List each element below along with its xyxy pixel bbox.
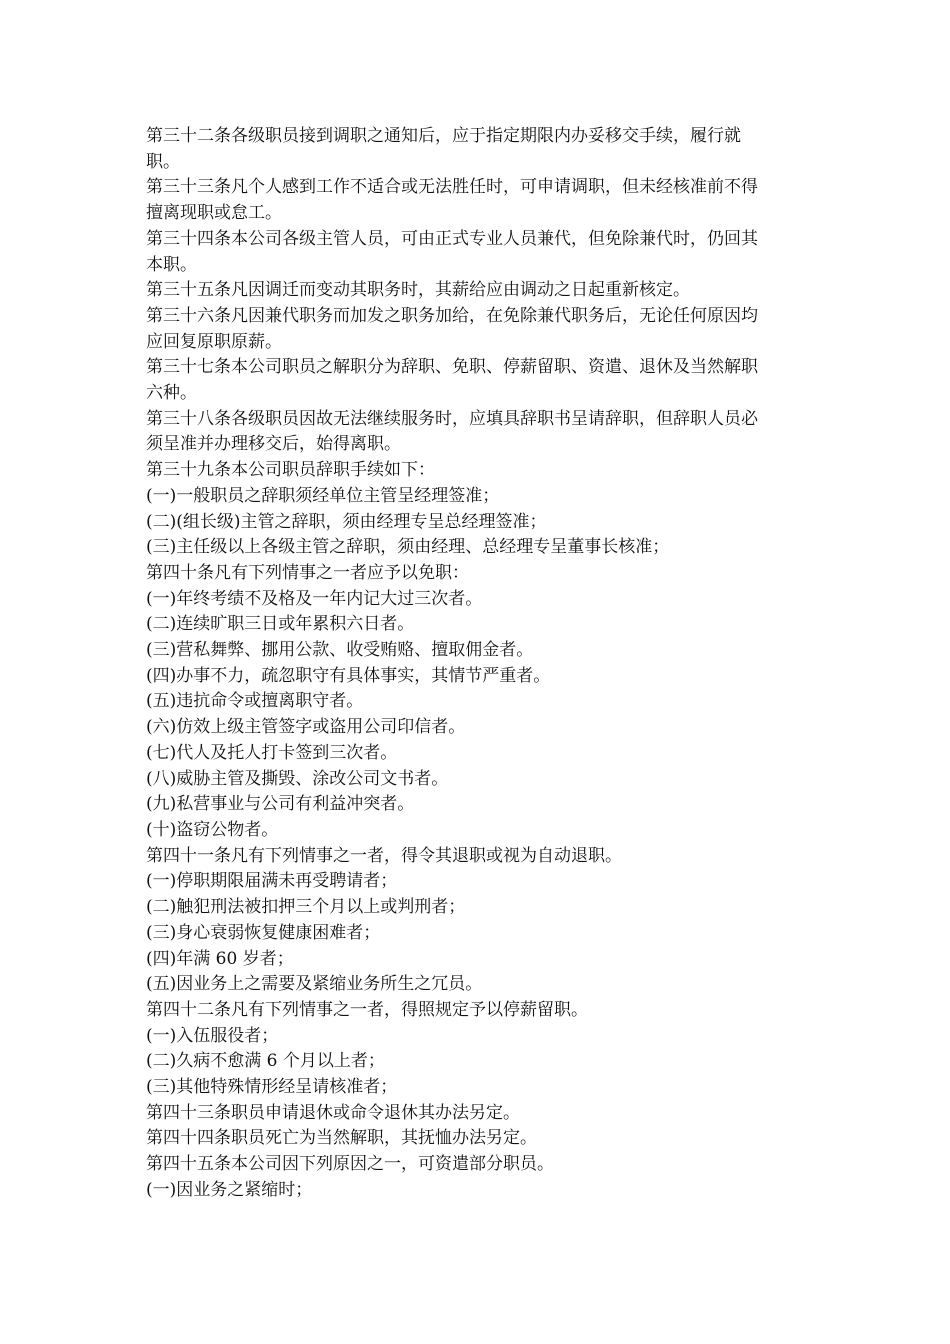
list-item: (一)入伍服役者； bbox=[146, 1025, 279, 1046]
paragraph-article-44: 第四十四条职员死亡为当然解职，其抚恤办法另定。 bbox=[146, 1128, 537, 1149]
list-item: (二)触犯刑法被扣押三个月以上或判刑者； bbox=[146, 897, 466, 918]
paragraph-article-40: 第四十条凡有下列情事之一者应予以免职： bbox=[146, 562, 469, 583]
list-item: (九)私营事业与公司有利益冲突者。 bbox=[146, 794, 415, 815]
paragraph-article-39: 第三十九条本公司职员辞职手续如下： bbox=[146, 460, 435, 481]
list-item: (三)主任级以上各级主管之辞职，须由经理、总经理专呈董事长核准； bbox=[146, 537, 670, 558]
paragraph-article-45: 第四十五条本公司因下列原因之一，可资遣部分职员。 bbox=[146, 1154, 554, 1175]
list-item: (一)年终考绩不及格及一年内记大过三次者。 bbox=[146, 588, 483, 609]
paragraph-article-42: 第四十二条凡有下列情事之一者，得照规定予以停薪留职。 bbox=[146, 999, 588, 1020]
paragraph-article-32: 第三十二条各级职员接到调职之通知后，应于指定期限内办妥移交手续，履行就职。 bbox=[146, 126, 741, 172]
paragraph-article-37: 第三十七条本公司职员之解职分为辞职、免职、停薪留职、资遣、退休及当然解职六种。 bbox=[146, 357, 758, 404]
list-item: (二)连续旷职三日或年累积六日者。 bbox=[146, 614, 415, 635]
list-item: (一)因业务之紧缩时； bbox=[146, 1179, 313, 1200]
list-item: (三)营私舞弊、挪用公款、收受贿赂、擅取佣金者。 bbox=[146, 640, 534, 661]
list-item: (二)(组长级)主管之辞职，须由经理专呈总经理签准； bbox=[146, 511, 547, 532]
paragraph-article-38: 第三十八条各级职员因故无法继续服务时，应填具辞职书呈请辞职，但辞职人员必须呈准并办理移交后，始得离职。 bbox=[146, 408, 758, 455]
list-item: (八)威胁主管及撕毁、涂改公司文书者。 bbox=[146, 768, 449, 789]
paragraph-article-34: 第三十四条本公司各级主管人员，可由正式专业人员兼代，但免除兼代时，仍回其本职。 bbox=[146, 228, 758, 275]
list-item: (四)办事不力，疏忽职守有具体事实，其情节严重者。 bbox=[146, 665, 551, 686]
list-item: (五)违抗命令或擅离职守者。 bbox=[146, 691, 364, 712]
document-body bbox=[146, 124, 766, 1204]
list-item: (四)年满 60 岁者； bbox=[146, 948, 294, 969]
list-item: (三)身心衰弱恢复健康困难者； bbox=[146, 922, 381, 943]
list-item: (三)其他特殊情形经呈请核准者； bbox=[146, 1077, 398, 1098]
list-item: (七)代人及托人打卡签到三次者。 bbox=[146, 742, 398, 763]
list-item: (六)仿效上级主管签字或盗用公司印信者。 bbox=[146, 717, 466, 738]
paragraph-article-33: 第三十三条凡个人感到工作不适合或无法胜任时，可申请调职，但未经核准前不得擅离现职或怠工。 bbox=[146, 177, 758, 224]
paragraph-article-43: 第四十三条职员申请退休或命令退休其办法另定。 bbox=[146, 1102, 520, 1123]
list-item: (五)因业务上之需要及紧缩业务所生之冗员。 bbox=[146, 974, 483, 995]
list-item: (十)盗窃公物者。 bbox=[146, 819, 279, 840]
list-item: (一)停职期限届满未再受聘请者； bbox=[146, 871, 398, 892]
list-item: (一)一般职员之辞职须经单位主管呈经理签准； bbox=[146, 485, 500, 506]
list-item: (二)久病不愈满 6 个月以上者； bbox=[146, 1051, 385, 1072]
paragraph-article-35: 第三十五条凡因调迁而变动其职务时，其薪给应由调动之日起重新核定。 bbox=[146, 280, 690, 301]
paragraph-article-41: 第四十一条凡有下列情事之一者，得令其退职或视为自动退职。 bbox=[146, 845, 622, 866]
paragraph-article-36: 第三十六条凡因兼代职务而加发之职务加给，在免除兼代职务后，无论任何原因均应回复原职原薪。 bbox=[146, 305, 758, 352]
